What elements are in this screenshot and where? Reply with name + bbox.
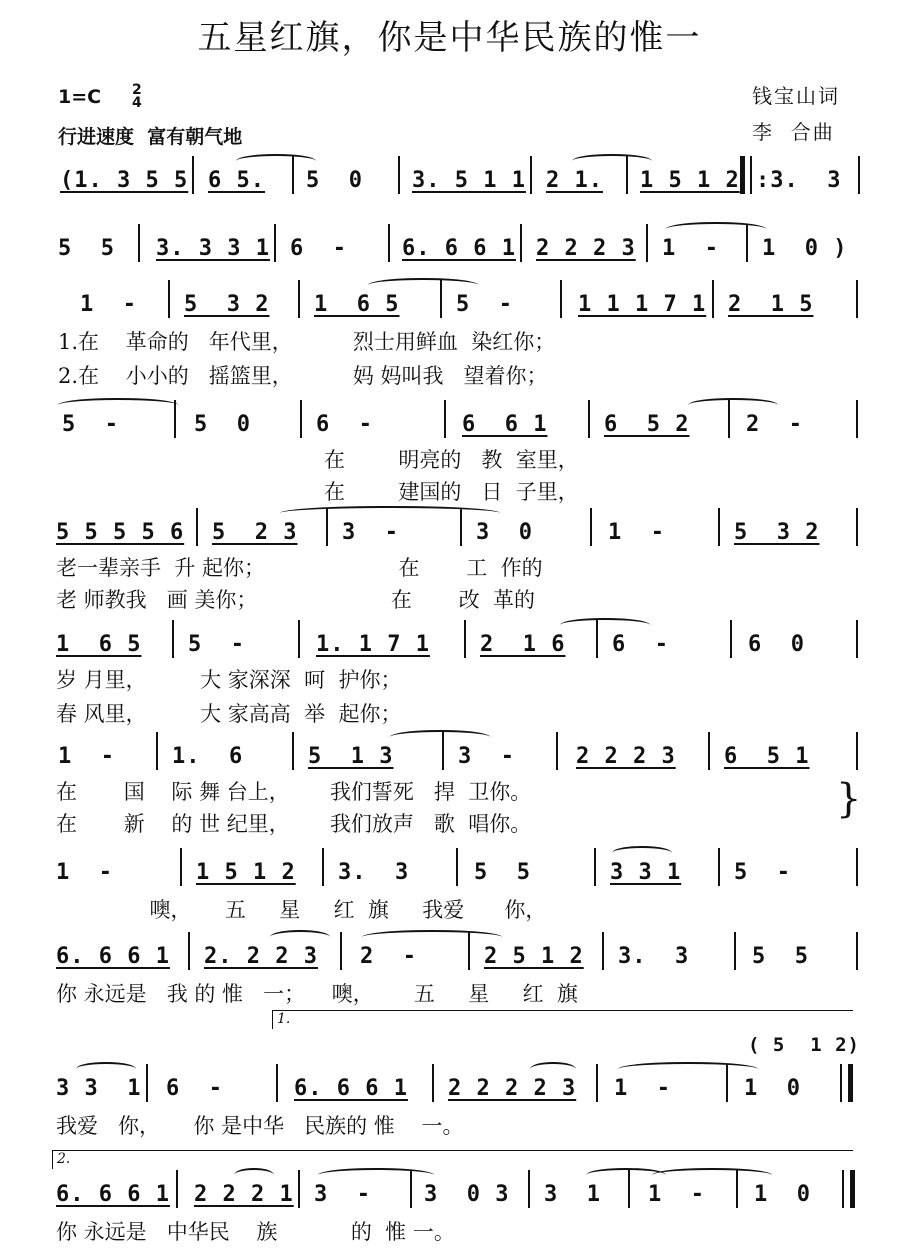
barline: [726, 1064, 728, 1102]
slur: [390, 730, 490, 744]
slur: [618, 1062, 758, 1076]
measure: 2 1.: [546, 168, 603, 193]
lyrics-ending-1: 我爱 你， 你 是中华 民族的 惟 一。: [56, 1114, 464, 1138]
measure: (1. 3 5 5: [60, 168, 189, 193]
measure: 3. 3: [618, 944, 690, 969]
measure: 6 6 1: [462, 412, 548, 437]
barline: [594, 848, 596, 886]
measure: 3 3 1: [56, 1076, 142, 1101]
barline: [708, 732, 710, 770]
measure: 6 -: [316, 412, 373, 437]
slur: [362, 930, 502, 944]
barline: [156, 732, 158, 770]
barline: [168, 280, 170, 318]
measure: 3. 3: [338, 860, 410, 885]
barline: [734, 932, 736, 970]
lyrics-ending-2: 你 永远是 中华民 族 的 惟 一。: [56, 1220, 455, 1244]
measure: 5 5: [58, 236, 115, 261]
measure: 5 3 2: [184, 292, 270, 317]
measure: 1. 1 7 1: [316, 632, 430, 657]
barline: [596, 1064, 598, 1102]
measure: 5 5: [474, 860, 531, 885]
volta-1-label: 1.: [277, 1011, 291, 1027]
measure: 1 5 1 2: [196, 860, 296, 885]
volta-bracket-2: [52, 1150, 853, 1169]
barline: [858, 156, 860, 194]
measure: 1 6 5: [56, 632, 142, 657]
slur: [58, 398, 178, 412]
barline: [840, 1064, 842, 1102]
measure: 3 1: [544, 1182, 601, 1207]
barline: [188, 932, 190, 970]
barline: [626, 156, 628, 194]
barline: [856, 508, 858, 546]
barline: [176, 1170, 178, 1208]
measure: 2 1 5: [728, 292, 814, 317]
final-barline: [850, 1170, 855, 1208]
measure: 5 1 3: [308, 744, 394, 769]
barline: [138, 224, 140, 262]
barline: [432, 1064, 434, 1102]
measure: 5 0: [194, 412, 251, 437]
measure: 3 0: [476, 520, 533, 545]
measure: 1 0: [744, 1076, 801, 1101]
measure: 1. 6: [172, 744, 244, 769]
measure: 1 -: [58, 744, 115, 769]
measure: 6 5 1: [724, 744, 810, 769]
measure: 6. 6 6 1: [56, 1182, 170, 1207]
barline: [596, 620, 598, 658]
lyrics-verse-2: 老 师教我 画 美你； 在 改 革的: [56, 588, 535, 612]
barline: [398, 156, 400, 194]
measure: 5 5 5 5 6: [56, 520, 185, 545]
measure: 5 -: [62, 412, 119, 437]
barline: [530, 156, 532, 194]
barline: [464, 620, 466, 658]
barline: [856, 848, 858, 886]
song-title: 五星红旗，你是中华民族的惟一: [197, 18, 702, 58]
measure: 2. 2 2 3: [204, 944, 318, 969]
measure: 1 -: [608, 520, 665, 545]
volta-2-label: 2.: [57, 1151, 71, 1167]
barline: [388, 224, 390, 262]
lyrics-verse-2: 在 新 的 世 纪里， 我们放声 歌 唱你。: [56, 812, 532, 836]
verse-brace: }: [836, 776, 862, 822]
music-row: [0, 236, 899, 276]
volta-bracket-1: [272, 1010, 853, 1029]
barline: [298, 620, 300, 658]
measure: 5 -: [456, 292, 513, 317]
barline: [556, 732, 558, 770]
measure: 1 -: [648, 1182, 705, 1207]
lyricist-credit: 钱宝山词: [752, 84, 840, 108]
barline: [856, 400, 858, 438]
lyrics-verse-2: 在 建国的 日 子里，: [324, 480, 579, 504]
barline: [520, 224, 522, 262]
slur: [76, 1062, 136, 1076]
measure: 1 -: [614, 1076, 671, 1101]
barline: [444, 400, 446, 438]
barline: [712, 280, 714, 318]
measure: 6 -: [166, 1076, 223, 1101]
measure: 2 1 6: [480, 632, 566, 657]
measure: 3. 3 3 1: [156, 236, 270, 261]
slur: [280, 506, 500, 520]
measure: 5 5: [752, 944, 809, 969]
barline: [298, 1170, 300, 1208]
tempo-marking: 行进速度 富有朝气地: [58, 126, 243, 148]
barline: [460, 508, 462, 546]
key-signature: 1=C: [58, 86, 102, 108]
measure: :3. 3: [756, 168, 842, 193]
barline: [440, 280, 442, 318]
measure: 6. 6 6 1: [402, 236, 516, 261]
measure: 5 2 3: [212, 520, 298, 545]
measure: 6 5.: [208, 168, 265, 193]
slur: [666, 222, 766, 236]
lyrics-verse-1: 老一辈亲手 升 起你； 在 工 作的: [56, 556, 543, 580]
barline: [736, 1170, 738, 1208]
measure: 5 -: [188, 632, 245, 657]
barline: [276, 1064, 278, 1102]
slur: [236, 154, 316, 168]
barline: [746, 224, 748, 262]
measure: 2 2 2 1: [194, 1182, 294, 1207]
measure: 3. 5 1 1: [412, 168, 526, 193]
slur: [560, 618, 650, 632]
slur: [612, 846, 672, 860]
lyrics-refrain: 噢， 五 星 红 旗 我爱 你，: [56, 898, 547, 922]
barline: [856, 620, 858, 658]
measure: 6 -: [612, 632, 669, 657]
slur: [688, 398, 778, 412]
repeat-note: ( 5 1 2): [748, 1034, 860, 1056]
measure: 3 0 3: [424, 1182, 510, 1207]
barline: [292, 732, 294, 770]
slur: [234, 1168, 274, 1182]
composer-credit: 李 合曲: [752, 120, 835, 144]
measure: 2 -: [360, 944, 417, 969]
measure: 1 1 1 7 1: [578, 292, 707, 317]
barline: [468, 932, 470, 970]
measure: 2 2 2 3: [576, 744, 676, 769]
lyrics-verse-2: 2.在 小小的 摇篮里， 妈 妈叫我 望着你；: [58, 364, 548, 388]
slur: [572, 154, 652, 168]
barline: [718, 848, 720, 886]
lyrics-refrain: 你 永远是 我 的 惟 一； 噢， 五 星 红 旗: [56, 982, 578, 1006]
measure: 1 -: [56, 860, 113, 885]
lyrics-verse-1: 在 明亮的 教 室里，: [324, 448, 579, 472]
barline: [340, 932, 342, 970]
measure: 2 -: [746, 412, 803, 437]
barline: [456, 848, 458, 886]
measure: 3 -: [458, 744, 515, 769]
measure: 6 -: [290, 236, 347, 261]
measure: 3 3 1: [610, 860, 682, 885]
measure: 3 -: [314, 1182, 371, 1207]
barline: [718, 508, 720, 546]
barline: [292, 156, 294, 194]
slur: [530, 1062, 576, 1076]
measure: 6. 6 6 1: [56, 944, 170, 969]
barline: [172, 620, 174, 658]
repeat-barline: [740, 156, 745, 194]
measure: 6 5 2: [604, 412, 690, 437]
slur: [368, 278, 478, 292]
barline: [146, 1064, 148, 1102]
barline: [174, 400, 176, 438]
barline: [528, 1170, 530, 1208]
barline: [646, 224, 648, 262]
barline: [856, 280, 858, 318]
barline: [300, 400, 302, 438]
barline: [856, 732, 858, 770]
barline: [410, 1170, 412, 1208]
barline: [730, 620, 732, 658]
measure: 2 2 2 3: [536, 236, 636, 261]
measure: 1 -: [662, 236, 719, 261]
measure: 1 0: [754, 1182, 811, 1207]
repeat-barline: [848, 1064, 853, 1102]
slur: [652, 1168, 772, 1182]
measure: 2 2 2 2 3: [448, 1076, 577, 1101]
measure: 6 0: [748, 632, 805, 657]
measure: 6. 6 6 1: [294, 1076, 408, 1101]
measure: 1 -: [80, 292, 137, 317]
barline: [196, 508, 198, 546]
barline: [842, 1170, 844, 1208]
barline: [442, 732, 444, 770]
measure: 1 6 5: [314, 292, 400, 317]
barline: [560, 280, 562, 318]
barline: [628, 1170, 630, 1208]
slur: [270, 930, 330, 944]
barline: [602, 932, 604, 970]
barline: [298, 280, 300, 318]
lyrics-verse-2: 春 风里， 大 家高高 举 起你；: [56, 702, 402, 726]
barline: [750, 156, 752, 194]
barline: [180, 848, 182, 886]
lyrics-verse-1: 岁 月里， 大 家深深 呵 护你；: [56, 668, 402, 692]
barline: [274, 224, 276, 262]
measure: 5 3 2: [734, 520, 820, 545]
barline: [590, 508, 592, 546]
slur: [318, 1168, 434, 1182]
measure: 2 5 1 2: [484, 944, 584, 969]
barline: [856, 932, 858, 970]
barline: [728, 400, 730, 438]
lyrics-verse-1: 1.在 革命的 年代里， 烈士用鲜血 染红你；: [58, 330, 556, 354]
time-signature: 2 4: [132, 82, 142, 111]
measure: 3 -: [342, 520, 399, 545]
measure: 1 5 1 2: [640, 168, 740, 193]
lyrics-verse-1: 在 国 际 舞 台上， 我们誓死 捍 卫你。: [56, 780, 532, 804]
barline: [588, 400, 590, 438]
measure: 5 -: [734, 860, 791, 885]
barline: [192, 156, 194, 194]
measure: 1 0 ): [762, 236, 848, 261]
measure: 5 0: [306, 168, 363, 193]
barline: [322, 848, 324, 886]
music-row: [0, 168, 899, 208]
